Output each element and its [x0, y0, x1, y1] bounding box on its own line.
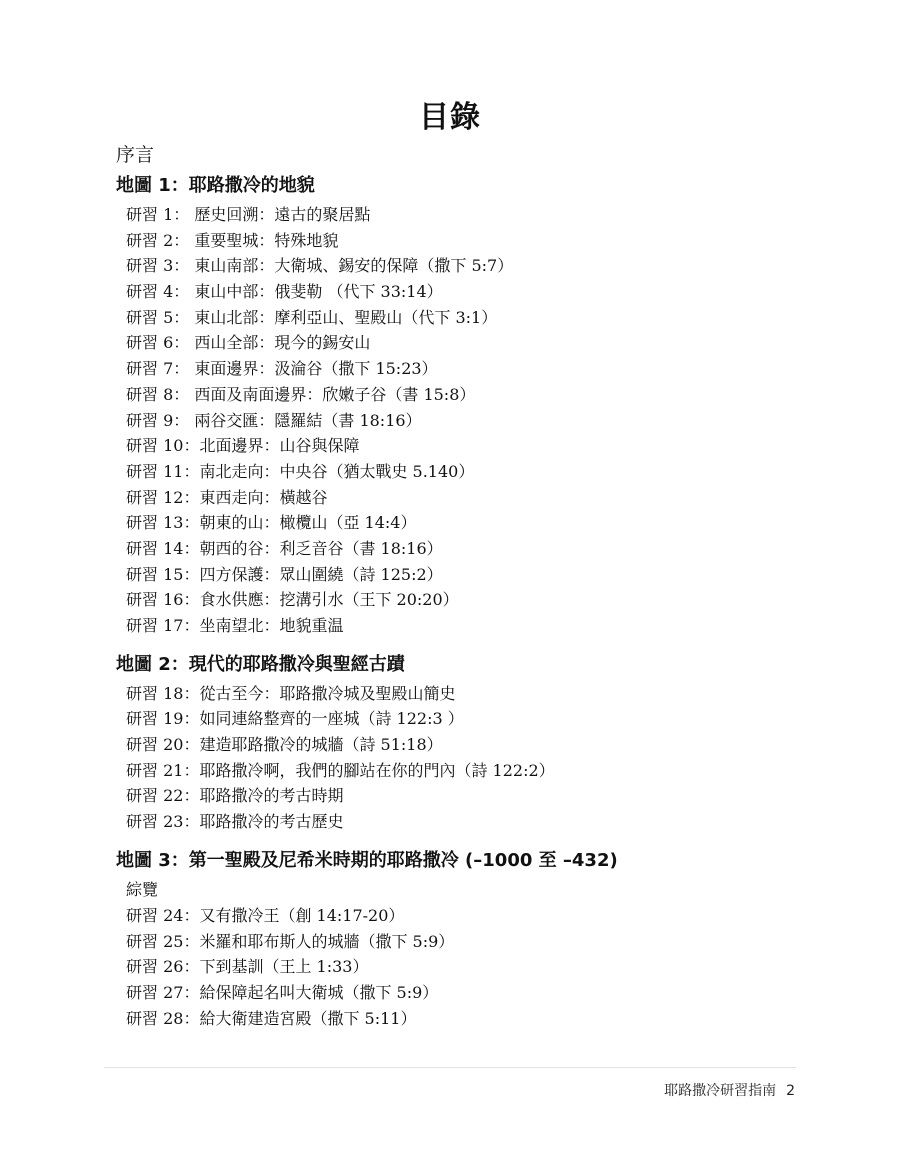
- toc-entry[interactable]: 研習 16：食水供應：挖溝引水（王下 20:20）: [126, 590, 459, 610]
- toc-entry[interactable]: 研習 22：耶路撒冷的考古時期: [126, 786, 344, 806]
- toc-entry[interactable]: 研習 17：坐南望北：地貌重温: [126, 616, 344, 635]
- toc-entry[interactable]: 研習 14：朝西的谷：利乏音谷（書 18:16）: [126, 538, 443, 558]
- footer-divider: [104, 1067, 796, 1068]
- section-entries: [116, 202, 816, 639]
- toc-section-1: [116, 170, 816, 639]
- toc-preface[interactable]: 序言: [116, 144, 155, 166]
- toc-entry[interactable]: 研習 10：北面邊界：山谷與保障: [126, 436, 360, 456]
- toc-entry[interactable]: 研習 27：給保障起名叫大衛城（撒下 5:9）: [126, 982, 439, 1002]
- section-entries: [116, 681, 816, 835]
- footer-book-title: 耶路撒冷研習指南: [664, 1083, 777, 1099]
- toc-entry[interactable]: 研習 20：建造耶路撒冷的城牆（詩 51:18）: [126, 735, 443, 755]
- section-heading[interactable]: 地圖 3：第一聖殿及尼希米時期的耶路撒冷 (–1000 至 –432): [116, 849, 618, 871]
- section-heading[interactable]: 地圖 2：現代的耶路撒冷與聖經古蹟: [116, 653, 405, 675]
- toc-entry[interactable]: 研習 7： 東面邊界：汲淪谷（撒下 15:23）: [126, 359, 438, 379]
- toc-entry[interactable]: 研習 19：如同連絡整齊的一座城（詩 122:3 ）: [126, 709, 464, 729]
- toc-entry[interactable]: 研習 4： 東山中部：俄斐勒 （代下 33:14）: [126, 282, 443, 302]
- toc-section-3: [116, 845, 816, 1031]
- toc-entry[interactable]: 研習 26：下到基訓（王上 1:33）: [126, 957, 369, 977]
- toc-entry[interactable]: 研習 2： 重要聖城：特殊地貌: [126, 230, 339, 250]
- toc-entry[interactable]: 研習 28：給大衛建造宮殿（撒下 5:11）: [126, 1008, 417, 1028]
- toc-entry[interactable]: 研習 1： 歷史回溯：遠古的聚居點: [126, 205, 371, 224]
- toc-entry[interactable]: 研習 11：南北走向：中央谷（猶太戰史 5.140）: [126, 461, 475, 481]
- toc-entry[interactable]: 研習 21：耶路撒冷啊，我們的腳站在你的門內（詩 122:2）: [126, 760, 555, 780]
- toc-entry[interactable]: 研習 23：耶路撒冷的考古歷史: [126, 812, 344, 832]
- toc-entry[interactable]: 研習 18：從古至今：耶路撒冷城及聖殿山簡史: [126, 683, 456, 703]
- toc-entry[interactable]: 研習 8： 西面及南面邊界：欣嫩子谷（書 15:8）: [126, 384, 476, 404]
- section-heading[interactable]: 地圖 1：耶路撒冷的地貌: [116, 175, 315, 196]
- table-of-contents: [116, 140, 816, 1031]
- toc-entry[interactable]: 研習 5： 東山北部：摩利亞山、聖殿山（代下 3:1）: [126, 307, 498, 327]
- toc-overview[interactable]: 綜覽: [126, 879, 159, 899]
- toc-entry[interactable]: 研習 6： 西山全部：現今的錫安山: [126, 333, 371, 353]
- page-title: 目錄: [419, 100, 481, 135]
- toc-entry[interactable]: 研習 12：東西走向：橫越谷: [126, 487, 328, 507]
- toc-entry[interactable]: 研習 3： 東山南部：大衛城、錫安的保障（撒下 5:7）: [126, 256, 514, 276]
- toc-entry[interactable]: 研習 25：米羅和耶布斯人的城牆（撒下 5:9）: [126, 931, 455, 951]
- section-entries: [116, 903, 816, 1031]
- page-footer: [664, 1080, 795, 1100]
- toc-entry[interactable]: 研習 15：四方保護：眾山圍繞（詩 125:2）: [126, 564, 443, 584]
- toc-section-2: [116, 649, 816, 835]
- toc-entry[interactable]: 研習 13：朝東的山：橄欖山（亞 14:4）: [126, 513, 417, 533]
- toc-entry[interactable]: 研習 24：又有撒冷王（創 14:17-20）: [126, 905, 405, 925]
- toc-entry[interactable]: 研習 9： 兩谷交匯：隱羅結（書 18:16）: [126, 410, 422, 430]
- page-number: 2: [786, 1083, 795, 1099]
